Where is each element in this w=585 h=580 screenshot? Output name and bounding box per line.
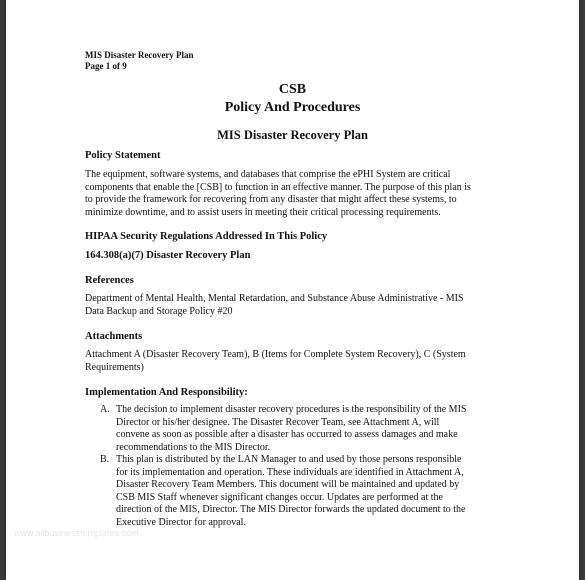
hipaa-heading: HIPAA Security Regulations Addressed In This Policy	[85, 231, 328, 242]
item-line: Director or his/her designee. The Disaster Recover Team, see Attachment A, will	[116, 416, 440, 428]
doc-title: MIS Disaster Recovery Plan	[217, 128, 368, 142]
item-line: Executive Director for approval.	[116, 516, 246, 528]
implementation-heading: Implementation And Responsibility:	[85, 387, 248, 398]
page-indicator: Page 1 of 9	[85, 61, 127, 71]
policy-line: components that enable the [CSB] to function in an effective manner. The purpose of this plan is	[85, 181, 471, 193]
policy-line: The equipment, software systems, and databases that comprise the ePHI System are critical	[85, 169, 451, 180]
references-paragraph	[85, 293, 505, 318]
references-heading: References	[85, 275, 134, 286]
policy-paragraph	[85, 169, 505, 219]
item-line: Disaster Recovery Team Members. This document will be maintained and updated by	[116, 479, 460, 490]
header-title: MIS Disaster Recovery Plan	[85, 50, 194, 60]
list-item	[100, 454, 505, 529]
item-line: CSB MIS Staff whenever significant changes occur. Updates are performed at the	[116, 491, 443, 503]
item-line: The decision to implement disaster recovery procedures is the responsibility of the MIS	[116, 404, 467, 415]
list-marker: B.	[100, 454, 110, 465]
doc-subtitle: Policy And Procedures	[224, 100, 361, 115]
policy-line: minimize downtime, and to assist users in meeting their critical processing requirements.	[85, 206, 441, 218]
reference-line: Data Backup and Storage Policy #20	[85, 305, 233, 317]
item-line: for its implementation and operation. These individuals are identified in Attachment A,	[116, 466, 464, 478]
item-line: This plan is distributed by the LAN Manager to and used by those persons responsible	[116, 454, 462, 465]
attachment-line: Attachment A (Disaster Recovery Team), B (Items for Complete System Recovery), C (System	[85, 349, 466, 360]
watermark: www.allbusinesstemplates.com	[14, 528, 139, 538]
policy-heading: Policy Statement	[85, 150, 161, 161]
item-line: direction of the MIS, Director. The MIS Director forwards the updated document to the	[116, 504, 466, 515]
list-marker: A.	[100, 404, 110, 415]
item-line: convene as soon as possible after a disaster has occurred to assess damages and make	[116, 429, 458, 440]
reference-line: Department of Mental Health, Mental Retardation, and Substance Abuse Administrative - MIS	[85, 293, 464, 304]
attachments-paragraph	[85, 349, 505, 374]
policy-line: to provide the framework for recovering from any disaster that might affect these systems, to	[85, 194, 457, 205]
list-item	[100, 404, 505, 454]
attachment-line: Requirements)	[85, 361, 144, 373]
document-page	[6, 0, 579, 580]
hipaa-code: 164.308(a)(7) Disaster Recovery Plan	[85, 250, 251, 261]
running-header	[85, 50, 194, 72]
item-line: recommendations to the MIS Director.	[116, 441, 271, 453]
implementation-list	[100, 404, 505, 529]
org-title: CSB	[278, 82, 307, 97]
attachments-heading: Attachments	[85, 331, 143, 342]
